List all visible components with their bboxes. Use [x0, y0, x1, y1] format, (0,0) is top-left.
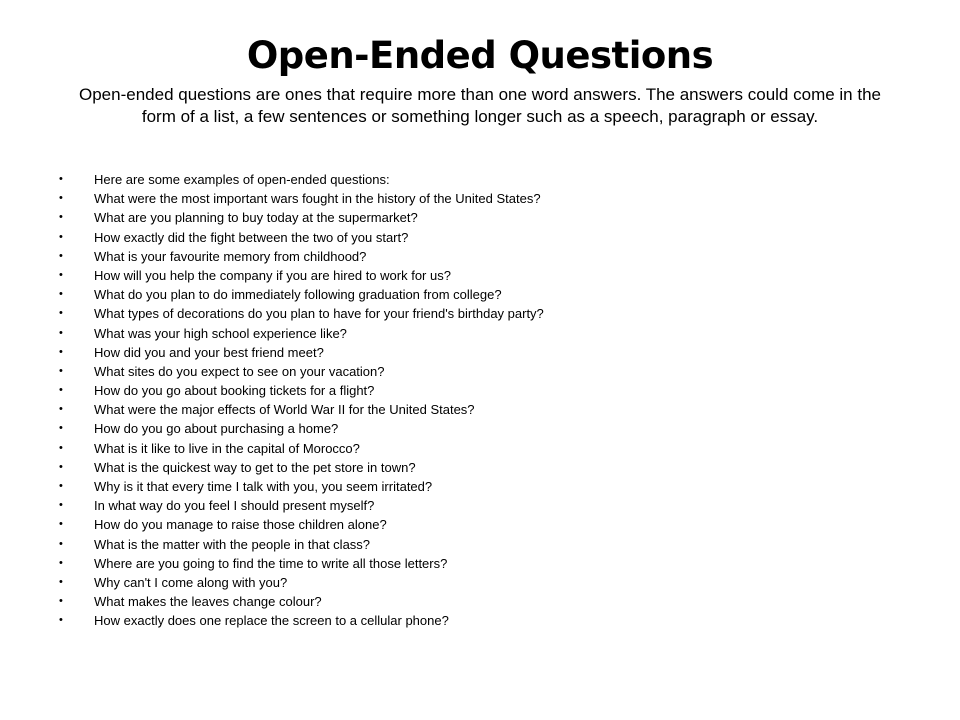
list-item-text: How did you and your best friend meet? [94, 344, 324, 360]
list-item [56, 324, 916, 343]
list-item [56, 285, 916, 304]
list-item-text: How exactly did the fight between the two of you start? [94, 229, 409, 245]
bullet-icon: • [59, 614, 63, 627]
list-item [56, 381, 916, 400]
list-item-text: What is the matter with the people in that class? [94, 536, 371, 552]
list-item-text: What were the most important wars fought in the history of the United States? [94, 191, 541, 207]
list-item [56, 458, 916, 477]
list-item [56, 304, 916, 323]
bullet-icon: • [59, 230, 63, 243]
bullet-icon: • [59, 173, 63, 185]
bullet-icon: • [59, 326, 63, 339]
list-item [56, 535, 916, 554]
list-item [56, 439, 916, 458]
bullet-icon: • [59, 307, 63, 320]
question-list [56, 170, 916, 631]
bullet-icon: • [59, 575, 63, 588]
list-item [56, 477, 916, 496]
bullet-icon: • [59, 364, 63, 377]
slide-title: Open-Ended Questions [246, 34, 714, 77]
list-item-text: Why is it that every time I talk with you, you seem irritated? [94, 479, 433, 494]
bullet-icon: • [59, 480, 63, 492]
list-item [56, 362, 916, 381]
list-item-text: What is the quickest way to get to the pet store in town? [94, 459, 416, 475]
list-item [56, 592, 916, 611]
list-item [56, 400, 916, 419]
list-item-text: How will you help the company if you are hired to work for us? [94, 267, 451, 283]
list-item-text: What were the major effects of World War II for the United States? [94, 402, 475, 418]
list-item [56, 228, 916, 247]
bullet-icon: • [59, 499, 63, 512]
list-item [56, 419, 916, 438]
list-item [56, 343, 916, 362]
bullet-icon: • [59, 595, 63, 608]
title-block [60, 34, 900, 128]
list-item-text: How exactly does one replace the screen to a cellular phone? [94, 613, 449, 629]
bullet-icon: • [59, 403, 63, 416]
list-item-text: How do you go about booking tickets for a flight? [94, 383, 375, 399]
bullet-icon: • [59, 211, 63, 224]
bullet-icon: • [59, 537, 63, 550]
bullet-icon: • [59, 384, 63, 397]
list-item [56, 496, 916, 515]
list-item [56, 554, 916, 573]
list-item-text: What do you plan to do immediately following graduation from college? [94, 287, 502, 303]
list-item-text: Why can't I come along with you? [94, 574, 288, 590]
list-item-text: How do you manage to raise those children alone? [94, 517, 387, 533]
list-item [56, 189, 916, 208]
bullet-icon: • [59, 345, 63, 358]
list-item [56, 266, 916, 285]
bullet-icon: • [59, 192, 63, 205]
bullet-icon: • [59, 460, 63, 473]
list-item [56, 573, 916, 592]
bullet-icon: • [59, 268, 63, 281]
list-item-text: What is your favourite memory from childhood? [94, 248, 367, 264]
list-item-text: What sites do you expect to see on your vacation? [94, 363, 385, 379]
slide-subtitle: Open-ended questions are ones that require more than one word answers. The answers could come in the form of a list, a few sentences or something longer such as a speech, paragraph or essay. [79, 85, 881, 126]
list-item [56, 208, 916, 227]
list-item-text: What are you planning to buy today at the supermarket? [94, 210, 418, 226]
bullet-icon: • [59, 556, 63, 569]
list-item-text: What was your high school experience like? [94, 325, 347, 341]
list-item [56, 247, 916, 266]
list-item [56, 611, 916, 630]
list-item-text: What types of decorations do you plan to have for your friend's birthday party? [94, 306, 544, 322]
bullet-icon: • [59, 249, 63, 262]
bullet-icon: • [59, 288, 63, 301]
bullet-icon: • [59, 422, 63, 435]
bullet-icon: • [59, 518, 63, 531]
list-item [56, 170, 916, 189]
list-item-text: Here are some examples of open-ended questions: [94, 172, 390, 187]
list-item-text: In what way do you feel I should present myself? [94, 498, 375, 514]
list-item-text: What is it like to live in the capital of Morocco? [94, 440, 360, 456]
list-item [56, 515, 916, 534]
list-item-text: What makes the leaves change colour? [94, 594, 322, 610]
list-item-text: Where are you going to find the time to write all those letters? [94, 555, 448, 571]
list-item-text: How do you go about purchasing a home? [94, 421, 339, 437]
bullet-icon: • [59, 441, 63, 454]
